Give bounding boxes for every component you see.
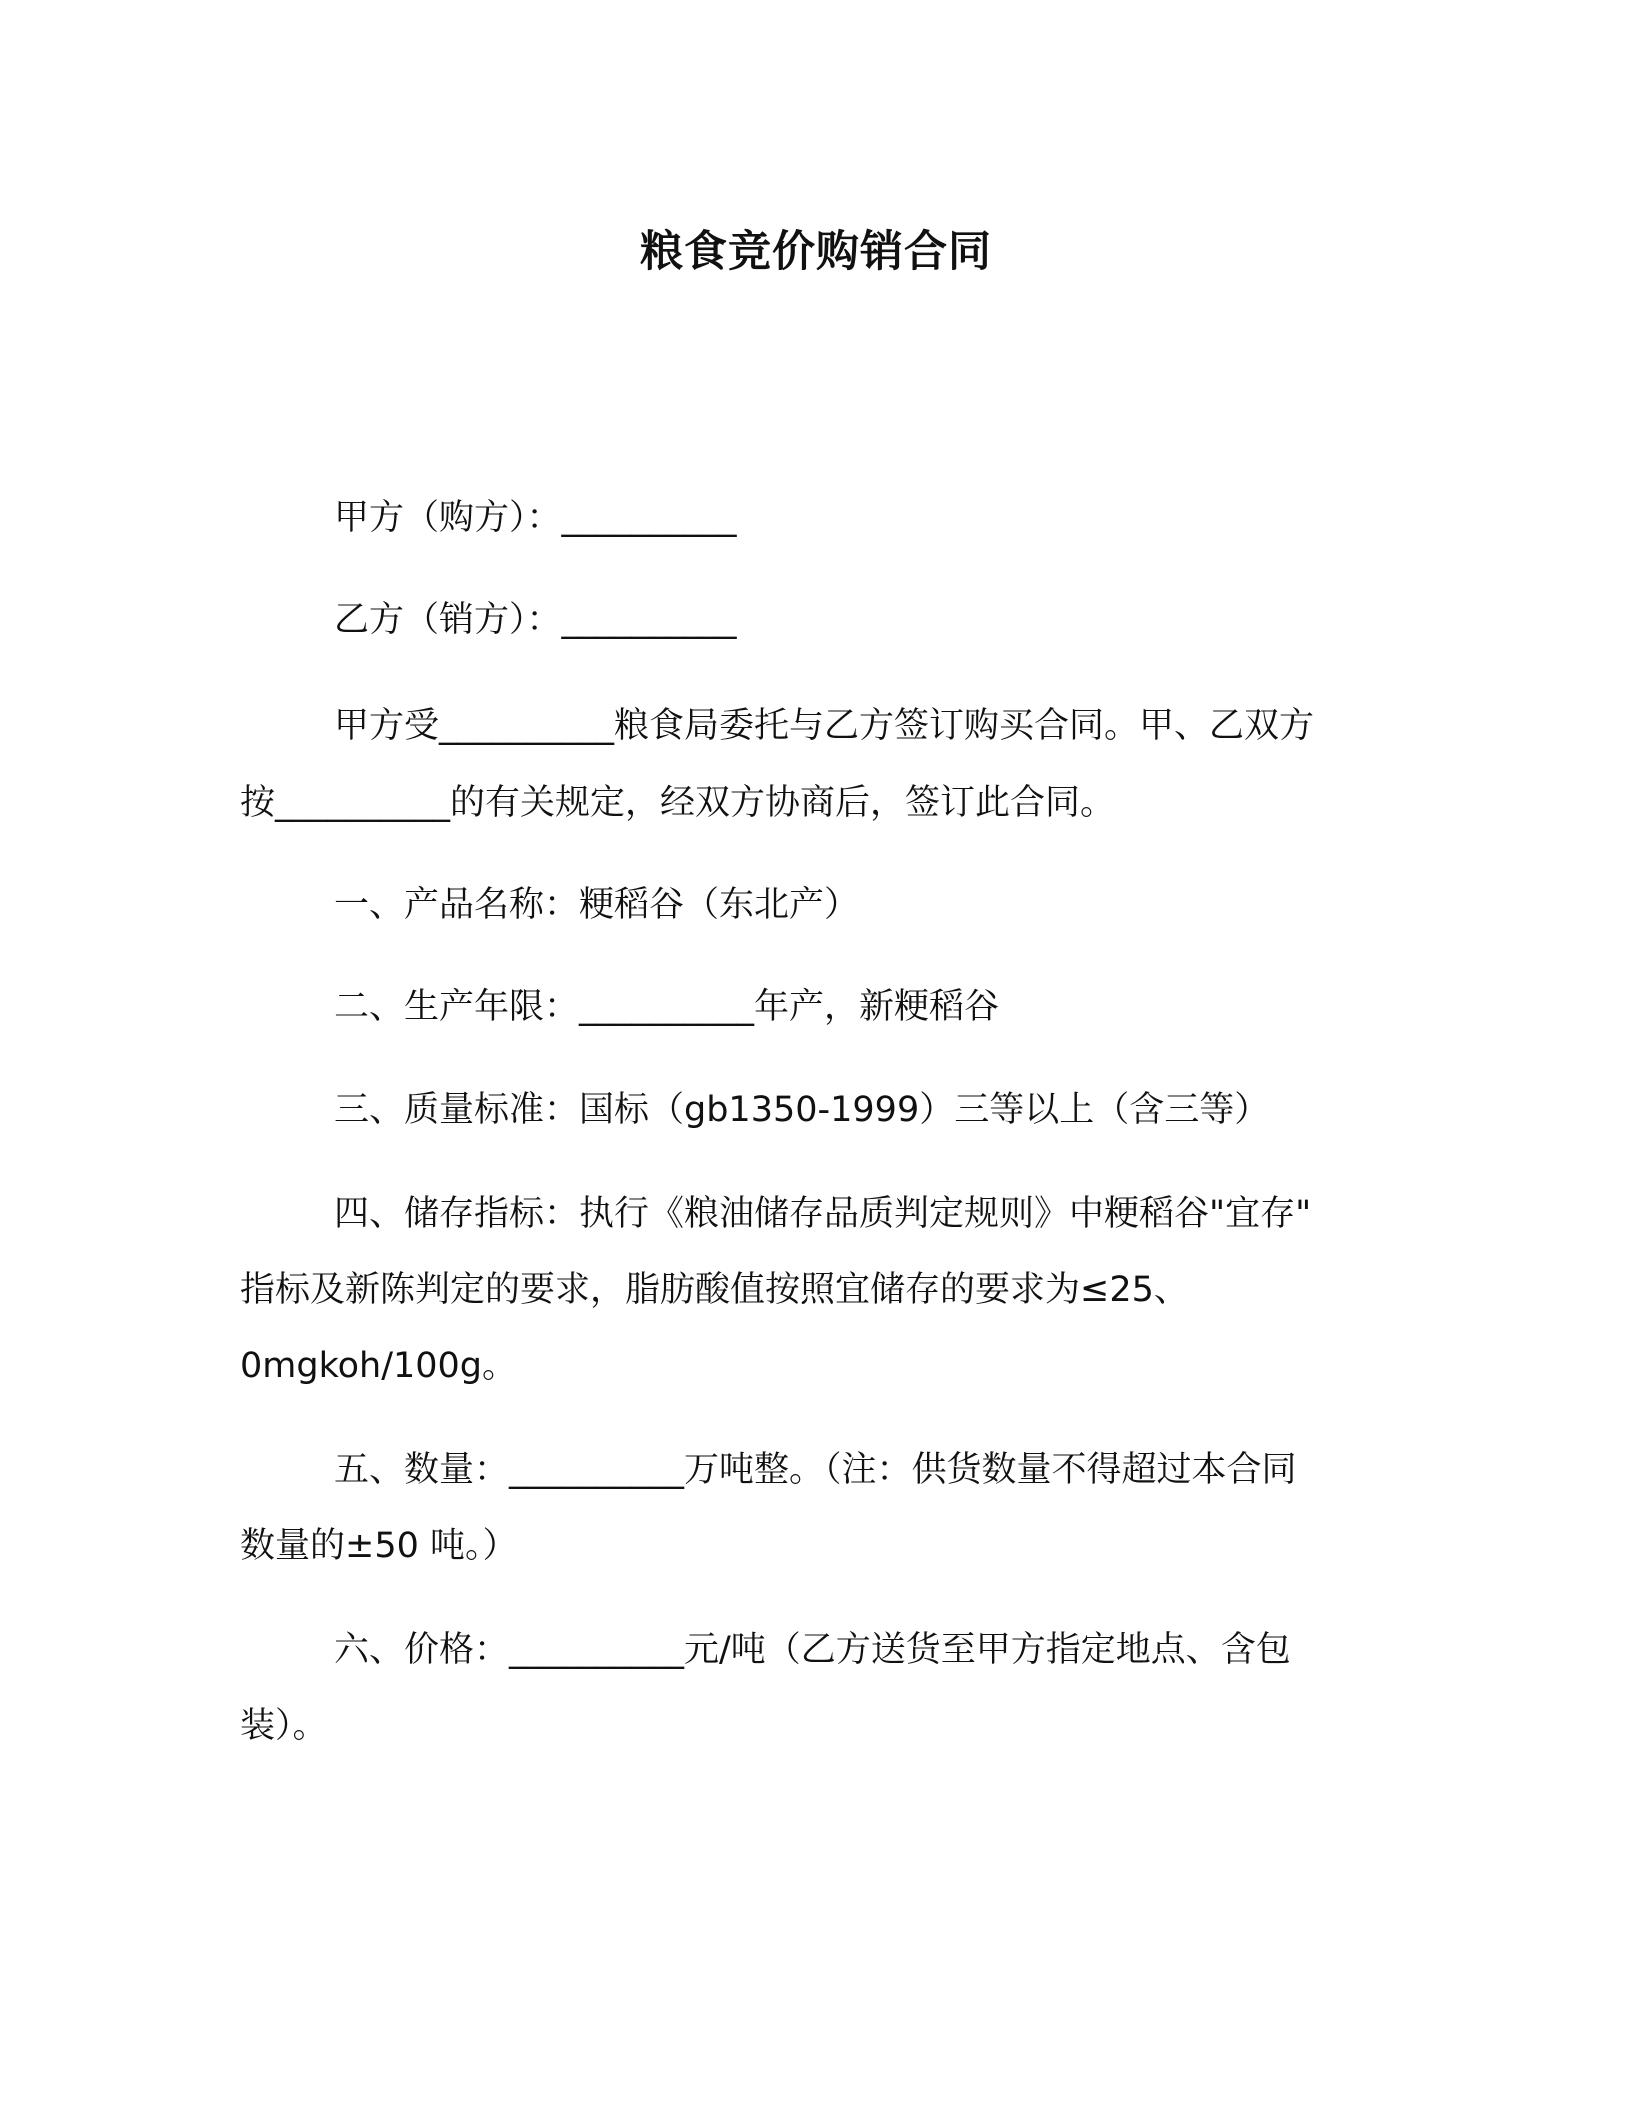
document-title: 粮食竞价购销合同: [640, 227, 992, 277]
clause-6-price-line-2: 装）。: [240, 1706, 328, 1746]
clause-4-storage-line-2: 指标及新陈判定的要求，脂肪酸值按照宜储存的要求为≤25、: [240, 1270, 1189, 1310]
clause-1-product-name: 一、产品名称：粳稻谷（东北产）: [334, 885, 860, 925]
preamble-line-2: 按__________的有关规定，经双方协商后，签订此合同。: [240, 783, 1116, 823]
clause-4-storage-line-3: 0mgkoh/100g。: [240, 1346, 518, 1386]
clause-5-quantity-line-2: 数量的±50 吨。）: [240, 1526, 518, 1566]
clause-3-quality-standard: 三、质量标准：国标（gb1350-1999）三等以上（含三等）: [334, 1090, 1270, 1130]
party-a-line: 甲方（购方）：__________: [334, 498, 737, 538]
clause-4-storage-line-1: 四、储存指标：执行《粮油储存品质判定规则》中粳稻谷"宜存": [334, 1194, 1312, 1234]
clause-5-quantity-line-1: 五、数量：__________万吨整。（注：供货数量不得超过本合同: [334, 1450, 1297, 1490]
clause-6-price-line-1: 六、价格：__________元/吨（乙方送货至甲方指定地点、含包: [334, 1630, 1291, 1670]
preamble-line-1: 甲方受__________粮食局委托与乙方签订购买合同。甲、乙双方: [334, 706, 1315, 746]
party-b-line: 乙方（销方）：__________: [334, 600, 737, 640]
clause-2-production-year: 二、生产年限：__________年产，新粳稻谷: [334, 987, 1000, 1027]
